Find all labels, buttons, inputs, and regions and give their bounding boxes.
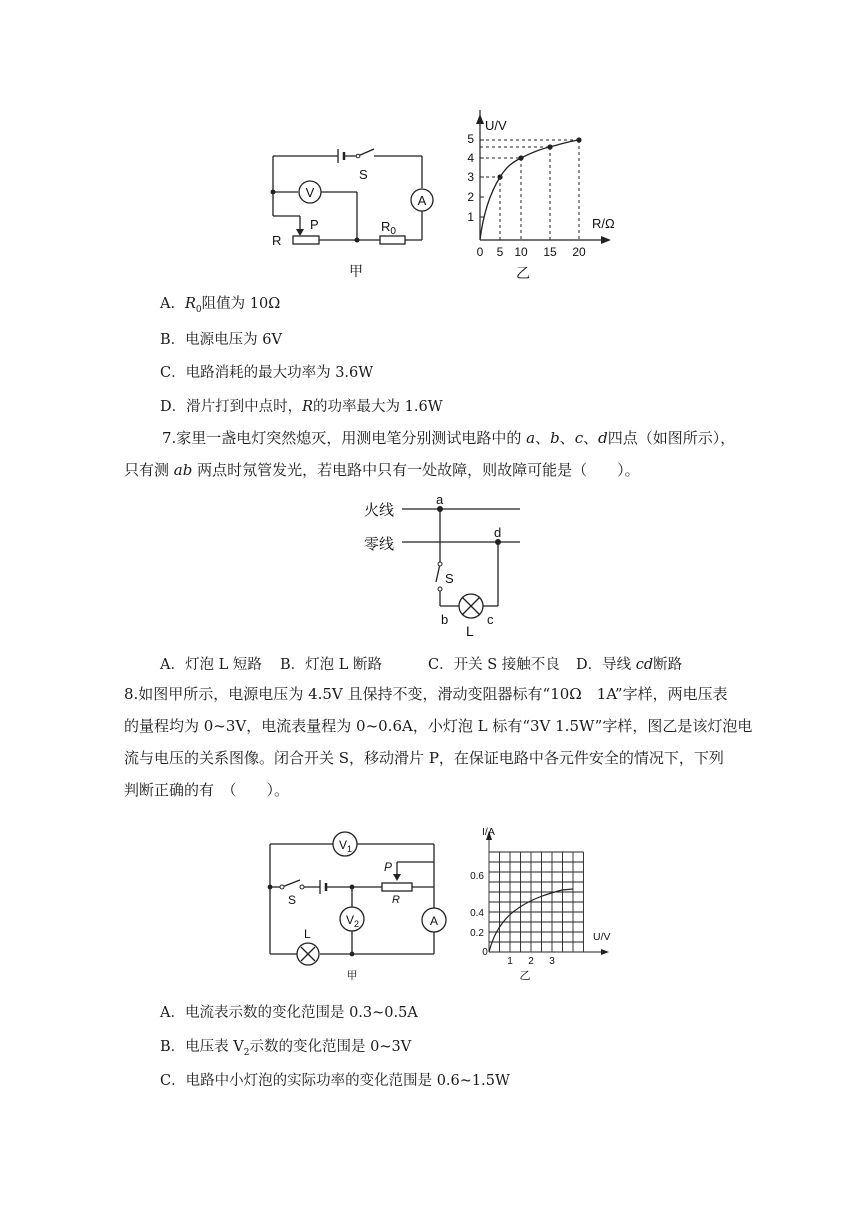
q7-wiring-diagram — [360, 492, 540, 642]
label-neutral-wire: 零线 — [364, 536, 395, 553]
x-tick: 10 — [514, 245, 528, 259]
q6-option-c: C．电路消耗的最大功率为 3.6W — [160, 365, 374, 381]
x-tick: 0 — [482, 947, 488, 958]
label-slider: P — [310, 217, 319, 232]
label-voltmeter: V — [305, 185, 315, 200]
figure-caption: 乙 — [516, 265, 530, 281]
q6-voltage-resistance-graph — [455, 110, 630, 282]
x-tick: 2 — [528, 956, 534, 967]
x-axis-label: U/V — [593, 931, 611, 943]
x-tick: 3 — [549, 956, 555, 967]
figure-caption: 甲 — [346, 970, 358, 982]
y-tick: 5 — [467, 132, 474, 146]
q7-option-a: A．灯泡 L 短路 — [160, 657, 262, 673]
x-axis-label: R/Ω — [592, 216, 615, 231]
q8-stem-line3: 流与电压的关系图像。闭合开关 S，移动滑片 P，在保证电路中各元件安全的情况下，下列 — [124, 749, 724, 767]
label-rheostat: R — [392, 894, 400, 906]
label-fire-wire: 火线 — [364, 502, 395, 519]
q8-current-voltage-graph — [452, 822, 622, 982]
q7-stem-line2: 只有测 ab 两点时氖管发光，若电路中只有一处故障，则故障可能是（ ）。 — [124, 461, 640, 479]
label-v2: $V_2$ — [346, 913, 360, 929]
q7-stem-line1: 7.家里一盏电灯突然熄灭，用测电笔分别测试电路中的 a、b、c、d四点（如图所示）， — [162, 429, 736, 447]
y-tick: 4 — [467, 151, 474, 165]
y-tick: 0.2 — [470, 928, 484, 939]
q6-option-a: A．$R_0$阻值为 10Ω — [160, 296, 281, 315]
y-tick: 3 — [467, 170, 474, 184]
q8-stem-line1: 8.如图甲所示，电源电压为 4.5V 且保持不变，滑动变阻器标有“10Ω 1A”字样，两电压表 — [124, 685, 728, 703]
y-axis-label: I/A — [482, 826, 495, 838]
q8-option-a: A．电流表示数的变化范围是 0.3~0.5A — [160, 1005, 418, 1021]
q8-option-b: B．电压表 $V_2$示数的变化范围是 0~3V — [160, 1039, 412, 1058]
q7-option-b: B．灯泡 L 断路 — [280, 657, 383, 673]
label-lamp: L — [304, 927, 311, 941]
y-tick: 2 — [467, 190, 474, 204]
q6-option-b: B．电源电压为 6V — [160, 332, 282, 348]
label-switch: S — [288, 893, 297, 907]
y-axis-label: U/V — [485, 118, 507, 133]
label-d: d — [494, 525, 502, 540]
q8-stem-line4: 判断正确的有 （ ）。 — [124, 781, 290, 799]
label-l: L — [466, 623, 474, 639]
label-r0: $R_0$ — [381, 219, 396, 237]
q8-stem-line2: 的量程均为 0~3V，电流表量程为 0~0.6A，小灯泡 L 标有“3V 1.5W”字样，图乙是该灯泡电 — [124, 717, 753, 735]
q6-circuit-diagram — [260, 130, 440, 280]
q7-option-c: C．开关 S 接触不良 — [428, 657, 560, 673]
y-tick: 0.6 — [470, 871, 484, 882]
x-tick: 1 — [507, 956, 513, 967]
figure-caption: 甲 — [349, 263, 363, 279]
figure-caption: 乙 — [519, 970, 531, 982]
label-v1: $V_1$ — [339, 838, 353, 854]
label-c: c — [487, 612, 494, 627]
label-a: a — [436, 492, 444, 507]
q8-circuit-diagram — [262, 822, 457, 982]
x-tick: 5 — [496, 245, 504, 259]
label-switch: S — [359, 167, 368, 182]
label-s: S — [445, 571, 454, 586]
q8-option-c: C．电路中小灯泡的实际功率的变化范围是 0.6~1.5W — [160, 1073, 510, 1089]
x-tick: 15 — [543, 245, 557, 259]
label-ammeter: A — [429, 914, 439, 928]
q6-option-d: D．滑片打到中点时，R的功率最大为 1.6W — [160, 399, 443, 415]
x-tick: 20 — [572, 245, 586, 259]
y-tick: 1 — [467, 210, 474, 224]
q7-option-d: D．导线 cd断路 — [576, 657, 683, 673]
label-rheostat: R — [272, 233, 282, 248]
label-b: b — [441, 612, 449, 627]
label-ammeter: A — [417, 193, 427, 208]
y-tick: 0.4 — [470, 908, 484, 919]
label-slider: P — [384, 860, 393, 874]
x-tick: 0 — [476, 245, 484, 259]
